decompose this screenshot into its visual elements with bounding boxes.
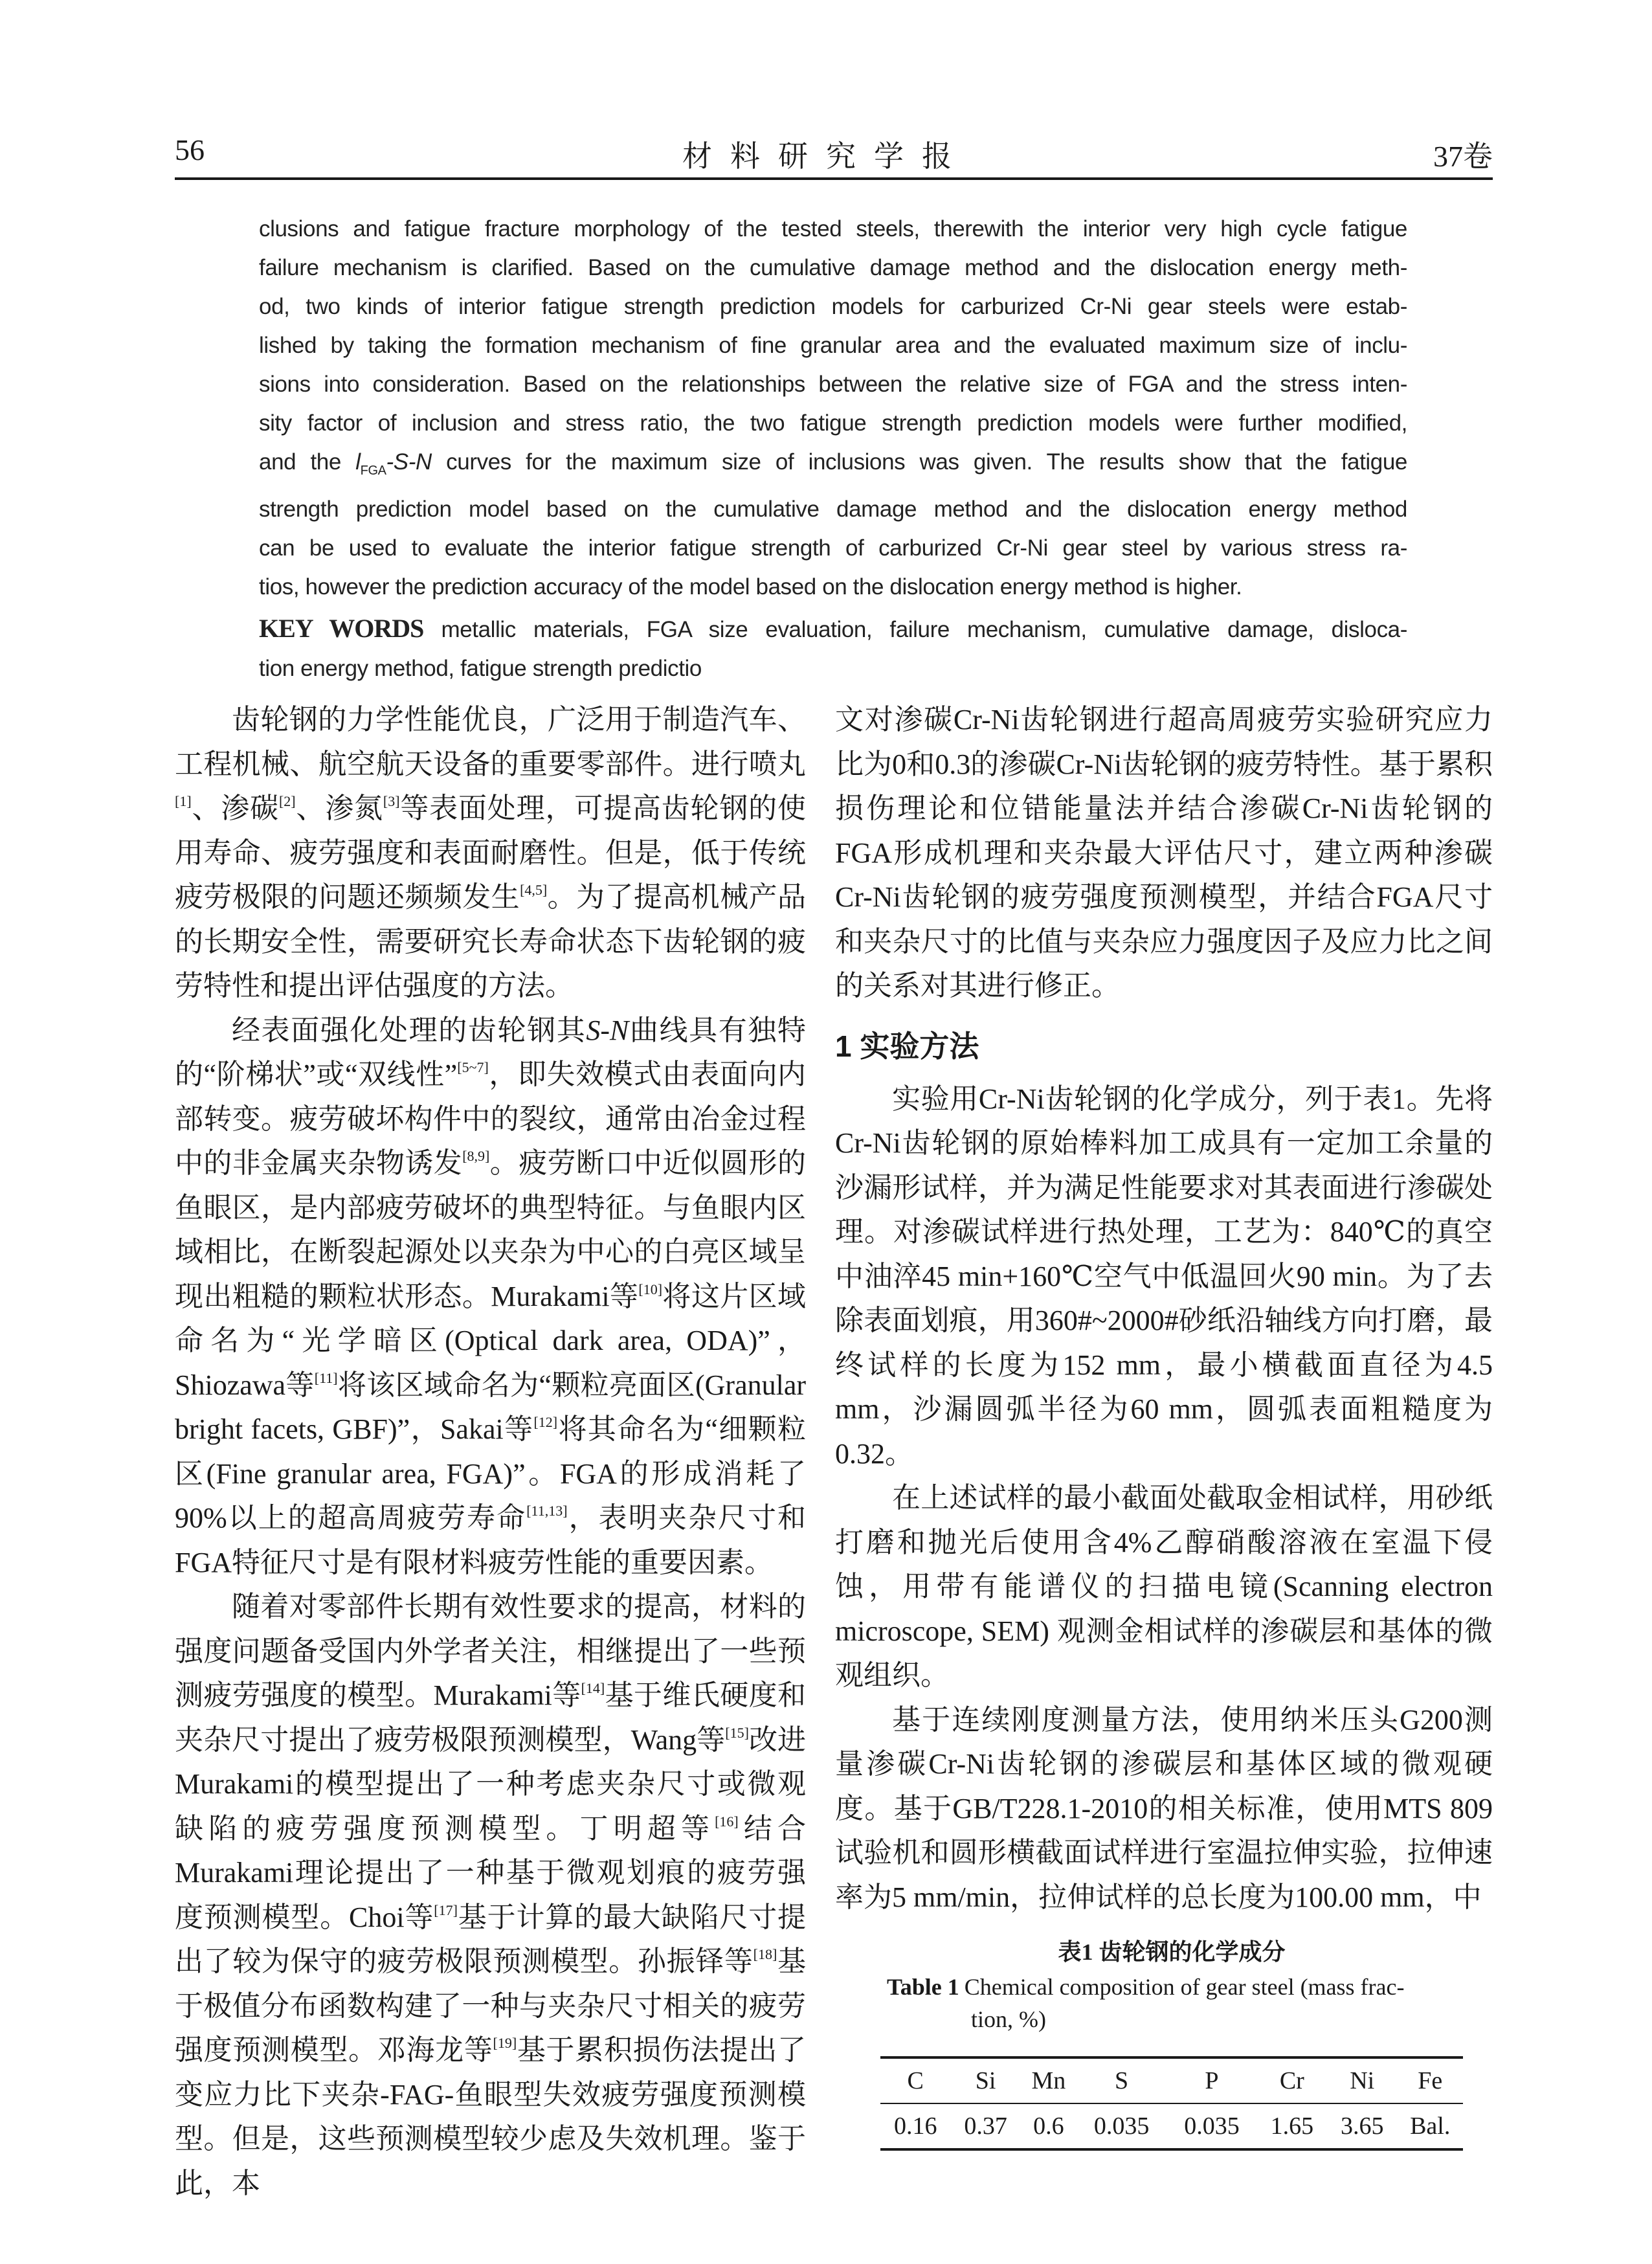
paragraph-text: 经表面强化处理的齿轮钢其	[232, 1014, 586, 1046]
paragraph-text: 将该区域命名为“颗粒亮面区(Granular bright facets, GBF)”，Sakai等	[175, 1369, 807, 1445]
abstract-text: and the	[259, 449, 356, 475]
table-caption-text: tion, %)	[971, 2006, 1046, 2032]
table-cell: 0.035	[1184, 2113, 1240, 2140]
citation: [17]	[434, 1901, 458, 1918]
table-cell: 0.035	[1093, 2113, 1150, 2140]
left-column	[175, 698, 806, 2206]
abstract-line	[259, 443, 1407, 490]
paragraph-text: 将这片区域命名为“光学暗区(Optical dark area, ODA)”，Shiozawa等	[175, 1280, 806, 1401]
column-header: Fe	[1418, 2067, 1443, 2094]
paragraph-text: 基于累积损伤法提出了变应力比下夹杂-FAG-鱼眼型失效疲劳强度预测模型。但是，这些预测模型较少虑及失效机理。鉴于此，本	[175, 2034, 807, 2199]
journal-title: 材料研究学报	[682, 140, 970, 173]
paragraph-text: ，表明夹杂尺寸和FGA特征尺寸是有限材料疲劳性能的重要因素。	[175, 1502, 806, 1578]
table-row	[880, 2103, 1463, 2149]
paragraph-text: 齿轮钢的力学性能优良，广泛用于制造汽车、工程机械、航空航天设备的重要零部件。进行喷丸	[175, 704, 806, 780]
table-caption-text: Chemical composition of gear steel (mass frac-	[964, 1974, 1405, 2000]
citation: [4,5]	[520, 882, 548, 898]
keywords-label: KEY WORDS	[259, 614, 424, 643]
table-header-row	[880, 2057, 1463, 2103]
header-rule	[175, 177, 1493, 180]
citation: [14]	[581, 1680, 605, 1696]
table-1	[880, 1936, 1463, 2151]
paragraph-text: 。疲劳断口中近似圆形的鱼眼区，是内部疲劳破坏的典型特征。与鱼眼内区域相比，在断裂起源处以夹杂为中心的白亮区域呈现出粗糙的颗粒状形态。Murakami等	[175, 1147, 807, 1312]
table-cell: 0.16	[893, 2113, 937, 2140]
abstract-line: can be used to evaluate the interior fatigue strength of carburized Cr-Ni gear steel by various stress ra-	[259, 535, 1407, 561]
paragraph-text: 结合Murakami理论提出了一种基于微观划痕的疲劳强度预测模型。Choi等	[175, 1812, 807, 1933]
paragraph	[175, 1009, 806, 1586]
abstract-line: sions into consideration. Based on the relationships between the relative size of FGA and the stress inten-	[259, 372, 1407, 397]
volume-label: 37卷	[1433, 140, 1493, 173]
paragraph	[175, 698, 806, 1009]
italic-term: S-N	[586, 1014, 629, 1046]
abstract-text: curves for the maximum size of inclusions was given. The results show that the fatigue	[431, 449, 1407, 475]
abstract-line: strength prediction model based on the cumulative damage method and the dislocation energy method	[259, 497, 1407, 522]
paragraph-text: ，即失效模式由表面向内部转变。疲劳破坏构件中的裂纹，通常由冶金过程中的非金属夹杂物诱发	[175, 1059, 806, 1179]
paragraph-text: 随着对零部件长期有效性要求的提高，材料的强度问题备受国内外学者关注，相继提出了一些预测疲劳强度的模型。Murakami等	[175, 1591, 806, 1711]
column-header: S	[1114, 2067, 1129, 2094]
paragraph-text: 在上述试样的最小截面处截取金相试样，用砂纸打磨和抛光后使用含4%乙醇硝酸溶液在室温下侵蚀，用带有能谱仪的扫描电镜(Scanning electron microscope, SEM) 观测金相试样的渗碳层和基体的微观组织。	[835, 1482, 1493, 1691]
paragraph-text: 等表面处理，可提高齿轮钢的使用寿命、疲劳强度和表面耐磨性。但是，低于传统疲劳极限的问题还频频发生	[175, 792, 807, 913]
column-header: Ni	[1350, 2067, 1375, 2094]
citation: [1]	[175, 793, 192, 809]
citation: [2]	[278, 793, 296, 809]
paragraph	[175, 1585, 806, 2206]
paragraph	[835, 698, 1493, 1009]
column-header: C	[907, 2067, 924, 2094]
citation: [16]	[715, 1813, 739, 1830]
abstract-line: lished by taking the formation mechanism of fine granular area and the evaluated maximum size of inclu-	[259, 333, 1407, 358]
paragraph	[835, 1476, 1493, 1698]
citation: [19]	[493, 2035, 517, 2051]
paragraph-text: 曲线具有独特的“阶梯状”或“双线性”	[175, 1014, 807, 1090]
section-heading: 1 实验方法	[835, 1029, 979, 1063]
abstract-line: sity factor of inclusion and stress ratio, the two fatigue strength prediction models were further modified,	[259, 410, 1407, 436]
paragraph	[835, 1077, 1493, 1477]
keywords-line	[259, 609, 1407, 649]
table-cell: 0.37	[964, 2113, 1007, 2140]
paragraph-text: 基于计算的最大缺陷尺寸提出了较为保守的疲劳极限预测模型。孙振铎等	[175, 1901, 806, 1977]
column-header: Cr	[1279, 2067, 1304, 2094]
abstract-line: clusions and fatigue fracture morphology of the tested steels, therewith the interior very high cycle fatigue	[259, 216, 1407, 241]
english-abstract	[259, 210, 1407, 688]
citation: [5~7]	[457, 1059, 489, 1075]
paragraph-text: 基于连续刚度测量方法，使用纳米压头G200测量渗碳Cr-Ni齿轮钢的渗碳层和基体区域的微观硬度。基于GB/T228.1-2010的相关标准，使用MTS 809试验机和圆形横截面试样进行室温拉伸实验，拉伸速率为5 mm/min，拉伸试样的总长度为100.00 mm，中	[835, 1703, 1493, 1913]
citation: [12]	[533, 1414, 558, 1430]
table-label: Table 1	[887, 1974, 959, 2000]
table-cell: 1.65	[1270, 2113, 1314, 2140]
fga-subscript: FGA	[360, 464, 386, 478]
citation: [10]	[638, 1281, 663, 1297]
right-column	[835, 698, 1493, 1920]
table-caption-cn: 表1 齿轮钢的化学成分	[1058, 1939, 1286, 1965]
column-header: Mn	[1031, 2067, 1066, 2094]
citation: [18]	[753, 1946, 777, 1962]
column-header: Si	[975, 2067, 996, 2094]
paragraph	[835, 1698, 1493, 1920]
paragraph-text: 将其命名为“细颗粒区(Fine granular area, FGA)”。FGA的形成消耗了90%以上的超高周疲劳寿命	[175, 1413, 807, 1534]
composition-table	[880, 2056, 1463, 2151]
paragraph-text: 实验用Cr-Ni齿轮钢的化学成分，列于表1。先将Cr-Ni齿轮钢的原始棒料加工成具有一定加工余量的沙漏形试样，并为满足性能要求对其表面进行渗碳处理。对渗碳试样进行热处理，工艺为：840℃的真空中油淬45 min+160℃空气中低温回火90 min。为了去除表面划痕，用360#~2000#砂纸沿轴线方向打磨，最终试样的长度为152 mm，最小横截面直径为4.5 mm，沙漏圆弧半径为60 mm，圆弧表面粗糙度为0.32。	[835, 1082, 1493, 1470]
citation: [8,9]	[462, 1148, 490, 1164]
paragraph-text: 、渗碳	[191, 792, 279, 824]
keywords-line: tion energy method, fatigue strength predictio	[259, 656, 702, 681]
fga-symbol: l	[355, 449, 361, 475]
table-cell: 3.65	[1340, 2113, 1384, 2140]
citation: [3]	[383, 793, 400, 809]
page-number: 56	[175, 133, 205, 166]
citation: [11,13]	[526, 1503, 568, 1519]
citation: [11]	[314, 1369, 338, 1386]
abstract-line: od, two kinds of interior fatigue strength prediction models for carburized Cr-Ni gear steels were estab-	[259, 294, 1407, 319]
keywords-text: metallic materials, FGA size evaluation, failure mechanism, cumulative damage, disloca-	[423, 617, 1407, 642]
paragraph-text: 基于极值分布函数构建了一种与夹杂尺寸相关的疲劳强度预测模型。邓海龙等	[175, 1945, 807, 2066]
citation: [15]	[725, 1724, 749, 1741]
paragraph-text: 基于维氏硬度和夹杂尺寸提出了疲劳极限预测模型，Wang等	[175, 1679, 806, 1756]
table-cell: 0.6	[1033, 2113, 1064, 2140]
abstract-line: failure mechanism is clarified. Based on the cumulative damage method and the dislocation energy meth-	[259, 255, 1407, 280]
paragraph-text: 。为了提高机械产品的长期安全性，需要研究长寿命状态下齿轮钢的疲劳特性和提出评估强度的方法。	[175, 881, 807, 1002]
table-cell: Bal.	[1410, 2113, 1451, 2140]
sn-symbol: -S-N	[386, 449, 432, 475]
paragraph-text: 文对渗碳Cr-Ni齿轮钢进行超高周疲劳实验研究应力比为0和0.3的渗碳Cr-Ni齿轮钢的疲劳特性。基于累积损伤理论和位错能量法并结合渗碳Cr-Ni齿轮钢的FGA形成机理和夹杂最大评估尺寸，建立两种渗碳Cr-Ni齿轮钢的疲劳强度预测模型，并结合FGA尺寸和夹杂尺寸的比值与夹杂应力强度因子及应力比之间的关系对其进行修正。	[835, 704, 1493, 1002]
column-header: P	[1205, 2067, 1219, 2094]
paragraph-text: 、渗氮	[295, 792, 383, 824]
table-caption-en	[880, 1971, 1463, 2035]
abstract-line: tios, however the prediction accuracy of the model based on the dislocation energy method is higher.	[259, 574, 1242, 600]
paragraph-text: 改进Murakami的模型提出了一种考虑夹杂尺寸或微观缺陷的疲劳强度预测模型。丁明超等	[175, 1723, 807, 1844]
